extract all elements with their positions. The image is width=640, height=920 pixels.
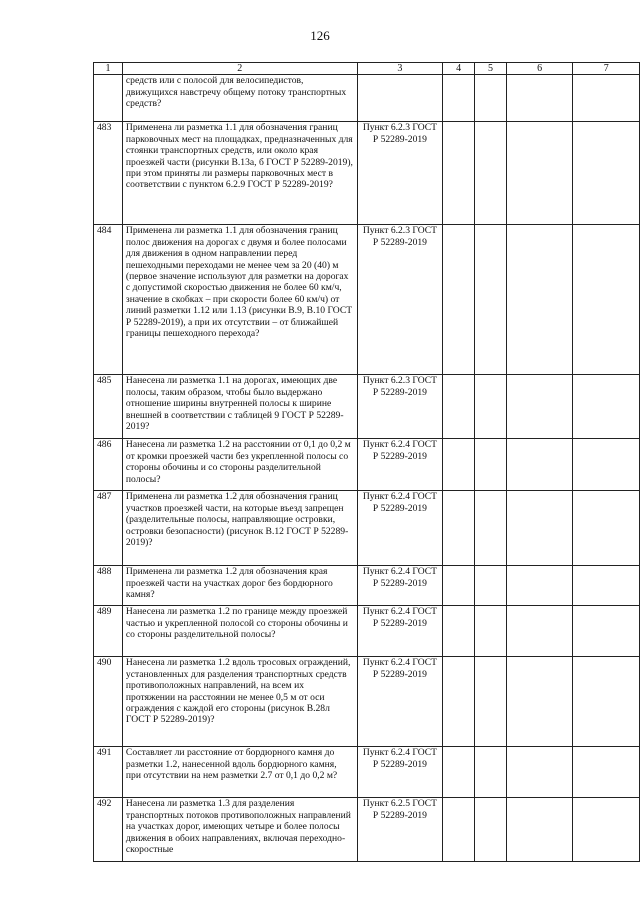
- reference-text: Пункт 6.2.4 ГОСТ Р 52289-2019: [357, 606, 443, 657]
- answer-cell: [475, 75, 507, 122]
- reference-text: Пункт 6.2.3 ГОСТ Р 52289-2019: [357, 122, 443, 225]
- answer-cell: [443, 122, 475, 225]
- table-row: [94, 375, 640, 439]
- column-header: 5: [475, 63, 507, 75]
- question-text: Применена ли разметка 1.2 для обозначения границ участков проезжей части, на которые въезд запрещен (разделительные полосы, направляющие островки, островки безопасности) (рисунок В.12 ГОСТ Р 52289-2019)?: [122, 491, 357, 566]
- question-text: Нанесена ли разметка 1.2 по границе между проезжей частью и укрепленной полосой со стороны обочины и со стороны разделительной полосы?: [122, 606, 357, 657]
- answer-cell: [506, 657, 573, 747]
- column-header: 2: [122, 63, 357, 75]
- row-number: 488: [94, 566, 123, 606]
- row-number: 484: [94, 225, 123, 375]
- column-header: 7: [573, 63, 640, 75]
- answer-cell: [443, 747, 475, 798]
- row-number: 492: [94, 798, 123, 862]
- page-number: 126: [310, 28, 330, 43]
- reference-text: Пункт 6.2.4 ГОСТ Р 52289-2019: [357, 657, 443, 747]
- answer-cell: [573, 606, 640, 657]
- answer-cell: [573, 225, 640, 375]
- row-number: [94, 75, 123, 122]
- answer-cell: [506, 75, 573, 122]
- answer-cell: [506, 606, 573, 657]
- answer-cell: [475, 657, 507, 747]
- table-row: [94, 122, 640, 225]
- answer-cell: [506, 122, 573, 225]
- answer-cell: [475, 439, 507, 491]
- answer-cell: [573, 491, 640, 566]
- answer-cell: [573, 439, 640, 491]
- table-row: [94, 566, 640, 606]
- answer-cell: [506, 375, 573, 439]
- question-text: Нанесена ли разметка 1.2 вдоль тросовых ограждений, установленных для разделения транспортных средств противоположных направлений, на всем их протяжении на расстоянии не менее 0,5 м от оси ограждения с каждой его стороны (рисунок В.28л ГОСТ Р 52289-2019)?: [122, 657, 357, 747]
- answer-cell: [475, 747, 507, 798]
- row-number: 491: [94, 747, 123, 798]
- answer-cell: [506, 798, 573, 862]
- question-text: Составляет ли расстояние от бордюрного камня до разметки 1.2, нанесенной вдоль бордюрного камня, при отсутствии на нем разметки 2.7 от 0,1 до 0,2 м?: [122, 747, 357, 798]
- column-header: 4: [443, 63, 475, 75]
- row-number: 489: [94, 606, 123, 657]
- reference-text: Пункт 6.2.4 ГОСТ Р 52289-2019: [357, 566, 443, 606]
- question-text: Нанесена ли разметка 1.3 для разделения транспортных потоков противоположных направлений на участках дорог, имеющих четыре и более полосы движения в обоих направлениях, включая переходно-скоростные: [122, 798, 357, 862]
- table-row: [94, 225, 640, 375]
- reference-text: Пункт 6.2.4 ГОСТ Р 52289-2019: [357, 439, 443, 491]
- row-number: 487: [94, 491, 123, 566]
- column-header: 3: [357, 63, 443, 75]
- question-text: Применена ли разметка 1.1 для обозначения границ полос движения на дорогах с двумя и более полосами для движения в одном направлении перед пешеходными переходами не менее чем за 20 (40) м (первое значение используют для разметки на дорогах с допустимой скоростью движения не более 60 км/ч, значение в скобках – при скорости более 60 км/ч) от линий разметки 1.12 или 1.13 (рисунки В.9, В.10 ГОСТ Р 52289-2019), а при их отсутствии – от ближайшей границы пешеходного перехода?: [122, 225, 357, 375]
- answer-cell: [573, 798, 640, 862]
- answer-cell: [475, 566, 507, 606]
- question-text: средств или с полосой для велосипедистов, движущихся навстречу общему потоку транспортных средств?: [122, 75, 357, 122]
- table-row: [94, 657, 640, 747]
- answer-cell: [443, 225, 475, 375]
- answer-cell: [443, 375, 475, 439]
- answer-cell: [573, 657, 640, 747]
- question-text: Применена ли разметка 1.2 для обозначения края проезжей части на участках дорог без бордюрного камня?: [122, 566, 357, 606]
- answer-cell: [573, 747, 640, 798]
- row-number: 486: [94, 439, 123, 491]
- column-header-row: [94, 63, 640, 75]
- answer-cell: [443, 798, 475, 862]
- question-text: Применена ли разметка 1.1 для обозначения границ парковочных мест на площадках, предназначенных для стоянки транспортных средств, или около края проезжей части (рисунки В.13а, б ГОСТ Р 52289-2019), при этом приняты ли размеры парковочных мест в соответствии с пунктом 6.2.9 ГОСТ Р 52289-2019?: [122, 122, 357, 225]
- row-number: 485: [94, 375, 123, 439]
- answer-cell: [443, 75, 475, 122]
- answer-cell: [506, 566, 573, 606]
- reference-text: Пункт 6.2.4 ГОСТ Р 52289-2019: [357, 747, 443, 798]
- answer-cell: [443, 657, 475, 747]
- row-number: 490: [94, 657, 123, 747]
- answer-cell: [506, 491, 573, 566]
- reference-text: [357, 75, 443, 122]
- answer-cell: [475, 375, 507, 439]
- table-row: [94, 75, 640, 122]
- row-number: 483: [94, 122, 123, 225]
- answer-cell: [573, 122, 640, 225]
- answer-cell: [475, 225, 507, 375]
- checklist-table: [93, 62, 640, 862]
- table-row: [94, 491, 640, 566]
- answer-cell: [443, 566, 475, 606]
- table-row: [94, 747, 640, 798]
- answer-cell: [475, 122, 507, 225]
- question-text: Нанесена ли разметка 1.1 на дорогах, имеющих две полосы, таким образом, чтобы было выдержано отношение ширины внутренней полосы к ширине внешней в соответствии с таблицей 9 ГОСТ Р 52289-2019?: [122, 375, 357, 439]
- table-row: [94, 439, 640, 491]
- reference-text: Пункт 6.2.3 ГОСТ Р 52289-2019: [357, 225, 443, 375]
- reference-text: Пункт 6.2.5 ГОСТ Р 52289-2019: [357, 798, 443, 862]
- column-header: 1: [94, 63, 123, 75]
- answer-cell: [475, 491, 507, 566]
- question-text: Нанесена ли разметка 1.2 на расстоянии от 0,1 до 0,2 м от кромки проезжей части без укрепленной полосы со стороны обочины и со стороны разделительной полосы?: [122, 439, 357, 491]
- answer-cell: [506, 439, 573, 491]
- table-row: [94, 606, 640, 657]
- answer-cell: [475, 606, 507, 657]
- reference-text: Пункт 6.2.4 ГОСТ Р 52289-2019: [357, 491, 443, 566]
- reference-text: Пункт 6.2.3 ГОСТ Р 52289-2019: [357, 375, 443, 439]
- answer-cell: [573, 375, 640, 439]
- answer-cell: [443, 491, 475, 566]
- answer-cell: [506, 747, 573, 798]
- answer-cell: [506, 225, 573, 375]
- column-header: 6: [506, 63, 573, 75]
- answer-cell: [573, 566, 640, 606]
- answer-cell: [573, 75, 640, 122]
- answer-cell: [443, 606, 475, 657]
- answer-cell: [443, 439, 475, 491]
- table-row: [94, 798, 640, 862]
- answer-cell: [475, 798, 507, 862]
